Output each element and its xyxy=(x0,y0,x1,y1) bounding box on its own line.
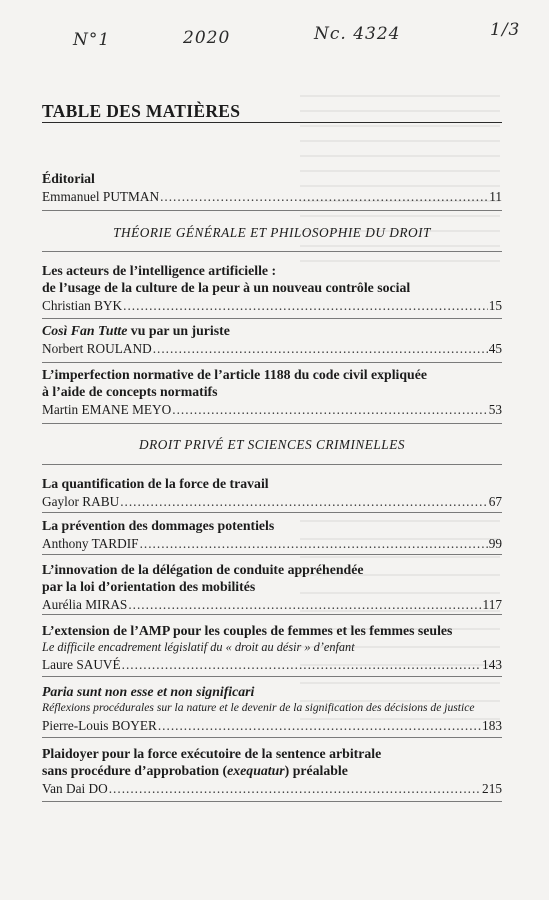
dot-leader xyxy=(172,401,487,418)
entry-author-line xyxy=(42,188,502,205)
dot-leader xyxy=(122,656,481,673)
entry-title: La prévention des dommages potentiels xyxy=(42,518,275,533)
entry-title: L’imperfection normative de l’article 1188 du code civil expliquée xyxy=(42,367,427,382)
section-heading-droit-prive: DROIT PRIVÉ ET SCIENCES CRIMINELLES xyxy=(139,437,405,452)
separator xyxy=(42,251,502,252)
separator xyxy=(42,737,502,738)
entry-page: 53 xyxy=(488,402,502,417)
separator xyxy=(42,362,502,363)
dot-leader xyxy=(109,780,481,797)
entry-author: Anthony TARDIF xyxy=(42,536,139,551)
toc-entry[interactable] xyxy=(42,561,502,613)
entry-author-line xyxy=(42,401,502,418)
entry-author-line xyxy=(42,780,502,797)
entry-author-line xyxy=(42,717,502,734)
toc-entry[interactable] xyxy=(42,475,502,510)
section-heading-theorie: THÉORIE GÉNÉRALE ET PHILOSOPHIE DU DROIT xyxy=(113,225,431,240)
separator xyxy=(42,512,502,513)
toc-entry[interactable] xyxy=(42,517,502,552)
dot-leader xyxy=(128,596,481,613)
separator xyxy=(42,554,502,555)
entry-author-line xyxy=(42,656,502,673)
entry-author-line xyxy=(42,535,502,552)
entry-title xyxy=(42,683,502,700)
entry-title-cont xyxy=(42,762,502,779)
toc-entry[interactable] xyxy=(42,622,502,673)
entry-author: Van Dai DO xyxy=(42,781,108,796)
title-underline xyxy=(42,122,502,123)
toc-entry[interactable] xyxy=(42,262,502,314)
entry-page: 183 xyxy=(482,718,502,733)
entry-author: Norbert ROULAND xyxy=(42,341,152,356)
toc-entry[interactable] xyxy=(42,366,502,418)
handwritten-page-ref: 1/3 xyxy=(490,20,521,40)
toc-entry[interactable] xyxy=(42,683,502,734)
entry-subtitle: Le difficile encadrement législatif du « droit au désir » d’enfant xyxy=(42,640,355,654)
separator xyxy=(42,464,502,465)
entry-page: 143 xyxy=(482,657,502,672)
entry-author: Martin EMANE MEYO xyxy=(42,402,172,417)
dot-leader xyxy=(158,717,481,734)
entry-title-part: sans procédure d’approbation ( xyxy=(42,763,228,778)
toc-entry-editorial[interactable] xyxy=(42,170,502,205)
dot-leader xyxy=(160,188,488,205)
handwritten-year: 2020 xyxy=(183,28,231,48)
entry-author: Christian BYK xyxy=(42,298,123,313)
page-title: TABLE DES MATIÈRES xyxy=(42,101,241,121)
toc-entry[interactable] xyxy=(42,322,502,357)
dot-leader xyxy=(140,535,488,552)
entry-author: Gaylor RABU xyxy=(42,494,120,509)
entry-title: Les acteurs de l’intelligence artificielle : xyxy=(42,263,277,278)
entry-title: L’extension de l’AMP pour les couples de femmes et les femmes seules xyxy=(42,623,453,638)
entry-title-italic: Paria sunt non esse et non significari xyxy=(42,684,255,699)
handwritten-reference: Nc. 4324 xyxy=(314,24,401,44)
separator xyxy=(42,676,502,677)
entry-page: 215 xyxy=(482,781,502,796)
entry-author: Laure SAUVÉ xyxy=(42,657,121,672)
entry-title-rest: vu par un juriste xyxy=(127,323,230,338)
separator xyxy=(42,614,502,615)
entry-title-cont: à l’aide de concepts normatifs xyxy=(42,384,218,399)
entry-page: 15 xyxy=(488,298,502,313)
entry-title-part: ) préalable xyxy=(284,763,348,778)
entry-author-line xyxy=(42,340,502,357)
entry-author-line xyxy=(42,596,502,613)
toc-entry[interactable] xyxy=(42,745,502,797)
entry-title-cont: par la loi d’orientation des mobilités xyxy=(42,579,256,594)
entry-title-italic: Così Fan Tutte xyxy=(42,323,128,338)
separator xyxy=(42,423,502,424)
entry-page: 67 xyxy=(488,494,502,509)
separator xyxy=(42,318,502,319)
entry-author: Aurélia MIRAS xyxy=(42,597,128,612)
entry-title-italic: exequatur xyxy=(227,763,285,778)
dot-leader xyxy=(123,297,488,314)
separator xyxy=(42,801,502,802)
entry-subtitle: Réflexions procédurales sur la nature et le devenir de la signification des décisions de justice xyxy=(42,701,475,714)
entry-author: Pierre-Louis BOYER xyxy=(42,718,157,733)
handwritten-number: N°1 xyxy=(73,30,111,50)
entry-page: 45 xyxy=(488,341,502,356)
entry-title: La quantification de la force de travail xyxy=(42,476,269,491)
entry-author-line xyxy=(42,493,502,510)
dot-leader xyxy=(120,493,488,510)
entry-title: Éditorial xyxy=(42,171,95,186)
entry-page: 11 xyxy=(489,189,502,204)
entry-author: Emmanuel PUTMAN xyxy=(42,189,160,204)
separator xyxy=(42,210,502,211)
entry-title xyxy=(42,322,502,339)
dot-leader xyxy=(153,340,488,357)
entry-author-line xyxy=(42,297,502,314)
entry-title: L’innovation de la délégation de conduite appréhendée xyxy=(42,562,364,577)
entry-title-cont: de l’usage de la culture de la peur à un nouveau contrôle social xyxy=(42,280,411,295)
entry-page: 117 xyxy=(482,597,502,612)
entry-title: Plaidoyer pour la force exécutoire de la sentence arbitrale xyxy=(42,746,382,761)
entry-page: 99 xyxy=(488,536,502,551)
